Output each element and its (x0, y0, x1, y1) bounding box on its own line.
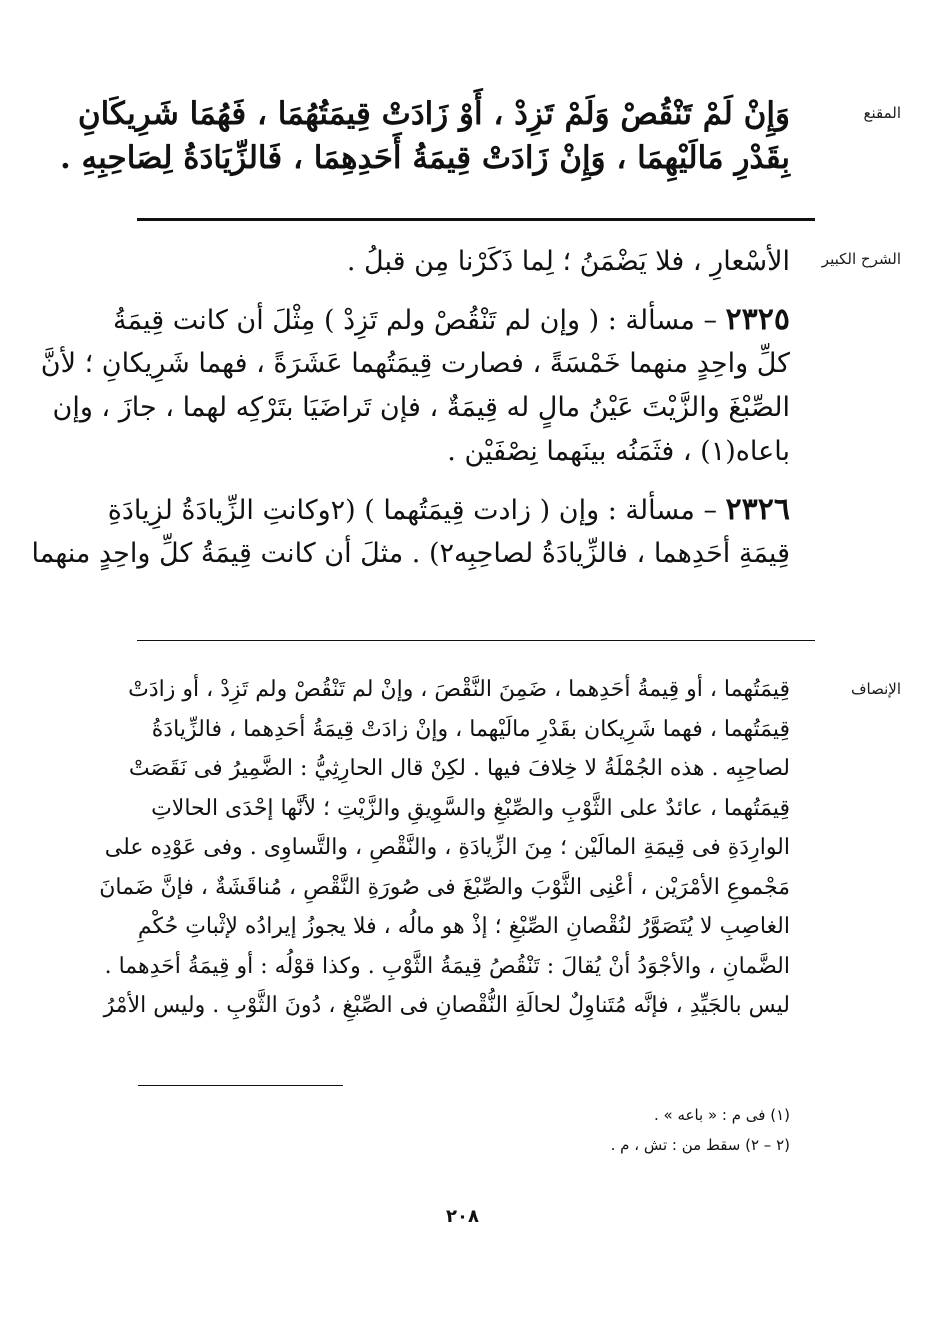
insaf-line: مَجْموعِ الأمْرَيْن ، أعْنِى الثَّوْبَ والصِّبْغَ فى صُورَةِ النَّقْصِ ، مُناقَشَةٌ ، فإنَّ ضَمانَ (99, 874, 790, 900)
page-number: ٢٠٨ (446, 1206, 479, 1227)
insaf-line: قِيمَتُهما ، أو قِيمةُ أحَدِهما ، ضَمِنَ النَّقْصَ ، وإنْ لم تَنْقُصْ ولم تَزِدْ ، أو زادَتْ (128, 677, 790, 702)
insaf-text (99, 670, 790, 1026)
masala-2326-line (107, 488, 790, 532)
section-divider-thin (137, 640, 815, 641)
margin-label-muqni: المقنع (863, 104, 901, 122)
muqni-line: بِقَدْرِ مَالَيْهِمَا ، وَإِنْ زَادَتْ قِيمَةُ أَحَدِهِمَا ، فَالزِّيَادَةُ لِصَاحِبِهِ . (59, 140, 790, 176)
sharh-line: قِيمَةِ أحَدِهما ، فالزِّيادَةُ لصاحِبِه٢) . مثلَ أن كانت قِيمَةُ كلِّ واحِدٍ منهما (31, 538, 790, 569)
sharh-line: كلِّ واحِدٍ منهما خَمْسَةً ، فصارت قِيمَتُهما عَشَرَةً ، فهما شَرِيكانِ ؛ لأنَّ (40, 348, 790, 379)
insaf-line: قِيمَتُهما ، فهما شَرِيكان بقَدْرِ مالَيْهما ، وإنْ زادَتْ قِيمَةُ أحَدِهما ، فالزِّيادَةُ (151, 716, 790, 742)
masala-number: ٢٣٢٦ (725, 492, 790, 527)
insaf-line: الغاصِبِ لا يُتَصَوَّرُ لنُقْصانِ الصِّبْغِ ؛ إذْ هو مالُه ، فلا يجوزُ إيرادُه لإثْباتِ حُكْمِ (137, 914, 790, 939)
masala-number: ٢٣٢٥ (725, 302, 790, 337)
insaf-line: ليس بالجَيِّدِ ، فإنَّه مُتَناوِلٌ لحالَةِ النُّقْصانِ فى الصِّبْغِ ، دُونَ الثَّوْبِ . وليس الأمْرُ (103, 993, 790, 1018)
footnote-item: (١) فى م : « باعه » . (653, 1106, 790, 1124)
sharh-line: باعاه(١) ، فثَمَنُه بينَهما نِصْفَيْن . (447, 436, 790, 467)
margin-label-insaf: الإنصاف (850, 680, 901, 698)
sharh-line: الصِّبْغَ والزَّيْتَ عَيْنُ مالٍ له قِيمَةٌ ، فإن تَراضَيَا بتَرْكِه لهما ، جازَ ، وإن (52, 392, 790, 423)
sharh-text (31, 240, 790, 576)
footnotes (110, 1100, 790, 1160)
margin-label-sharh: الشرح الكبير (821, 250, 901, 268)
masala-text: – مسألة : وإن ( زادت قِيمَتُهما ) (٢وكانتِ الزِّيادَةُ لزِيادَةِ (107, 495, 726, 526)
footnote-item: (٢ – ٢) سقط من : تش ، م . (610, 1136, 790, 1154)
section-divider-thick (137, 218, 815, 221)
insaf-line: الوارِدَةِ فى قِيمَةِ المالَيْن ؛ مِنَ الزِّيادَةِ ، والنَّقْصِ ، والتَّساوِى . وفى عَوْدِه على (104, 835, 790, 860)
insaf-line: لصاحِبِه . هذه الجُمْلَةُ لا خِلافَ فيها . لكِنْ قال الحارِثِيُّ : الضَّمِيرُ فى نَقَصَتْ (128, 756, 790, 781)
footnote-rule (138, 1085, 343, 1086)
insaf-line: قِيمَتُهما ، عائدٌ على الثَّوْبِ والصِّبْغِ والسَّوِيقِ والزَّيْتِ ؛ لأنَّها إحْدَى الحالاتِ (151, 795, 790, 821)
masala-2325-line (110, 298, 790, 342)
sharh-line: الأسْعارِ ، فلا يَضْمَنُ ؛ لِما ذَكَرْنا مِن قبلُ . (346, 246, 790, 277)
muqni-text (59, 92, 790, 180)
masala-text: – مسألة : ( وإن لم تَنْقُصْ ولم تَزِدْ ) مِثْلَ أن كانت قِيمَةُ (112, 305, 726, 336)
insaf-line: الضَّمانِ ، والأجْوَدُ أنْ يُقالَ : تَنْقُصُ قِيمَةُ الثَّوْبِ . وكذا قوْلُه : أو قِيمَةُ أحَدِهما . (104, 953, 790, 979)
muqni-line: وَإِنْ لَمْ تَنْقُصْ وَلَمْ تَزِدْ ، أَوْ زَادَتْ قِيمَتُهُمَا ، فَهُمَا شَرِيكَانِ (77, 96, 790, 132)
